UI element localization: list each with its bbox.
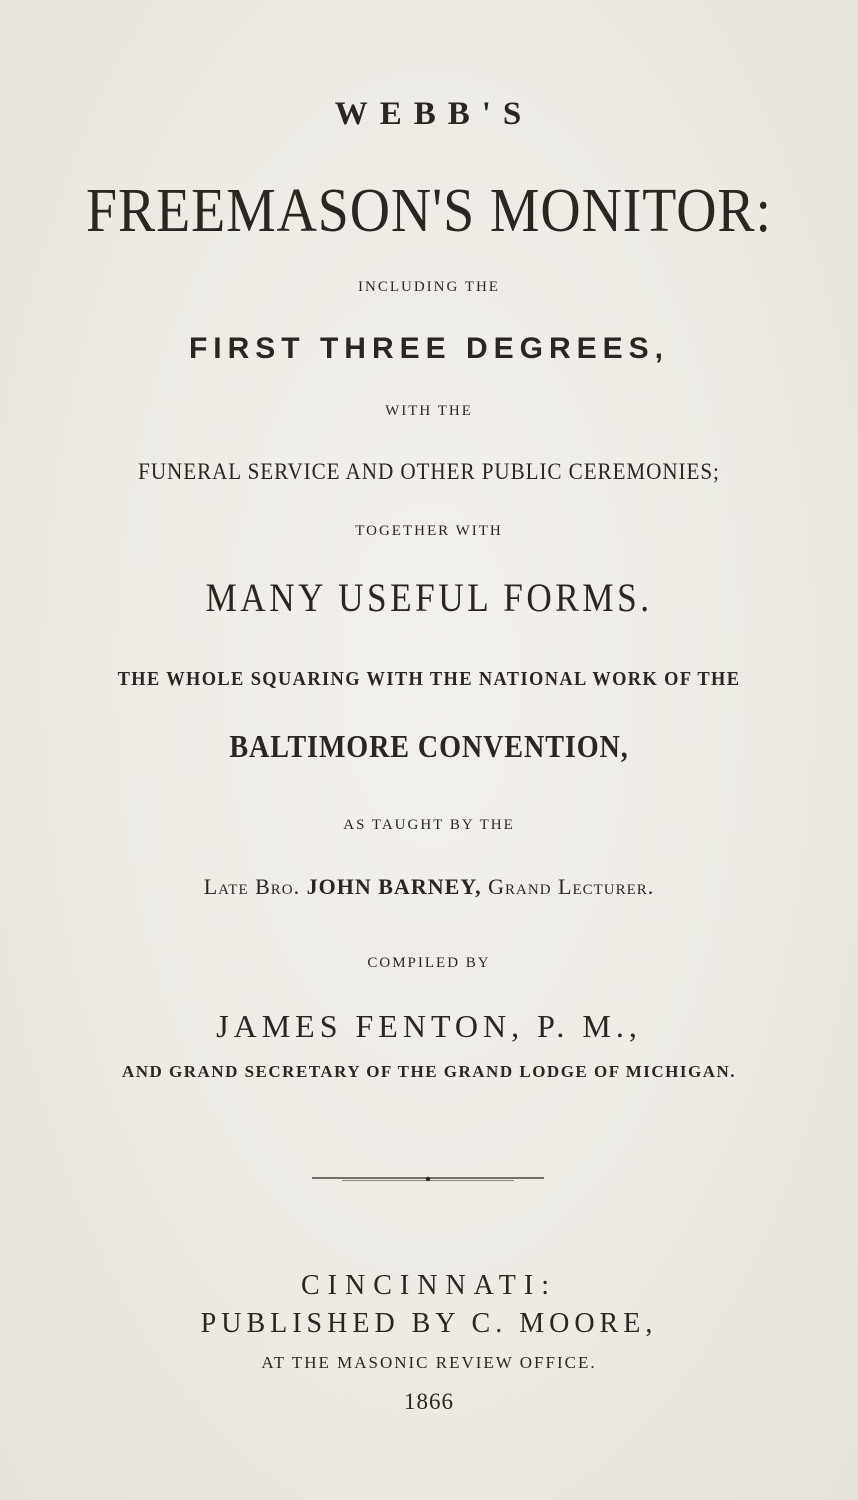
lecturer-name: JOHN BARNEY, <box>306 874 482 899</box>
useful-forms-line: MANY USEFUL FORMS. <box>205 575 653 620</box>
compiler-office-line: AND GRAND SECRETARY OF THE GRAND LODGE OF MICHIGAN. <box>121 1062 737 1081</box>
imprint-year: 1866 <box>404 1389 454 1414</box>
compiled-by-line: COMPILED BY <box>367 955 491 971</box>
degrees-line: FIRST THREE DEGREES, <box>188 332 670 365</box>
imprint-publisher: PUBLISHED BY C. MOORE, <box>200 1308 658 1339</box>
imprint-city: CINCINNATI: <box>301 1270 557 1301</box>
funeral-service-line: FUNERAL SERVICE AND OTHER PUBLIC CEREMONIES; <box>138 459 720 484</box>
national-work-line: THE WHOLE SQUARING WITH THE NATIONAL WORK OF THE <box>117 668 741 690</box>
with-the-line: WITH THE <box>385 403 473 419</box>
taught-by-line: AS TAUGHT BY THE <box>343 817 515 833</box>
ornamental-rule <box>312 1175 544 1183</box>
imprint-office: AT THE MASONIC REVIEW OFFICE. <box>261 1353 597 1372</box>
lecturer-prefix: Late Bro. <box>203 874 301 899</box>
author-possessive-heading: WEBB'S <box>334 96 534 132</box>
lecturer-title: Grand Lecturer. <box>488 874 655 899</box>
compiler-name: JAMES FENTON, P. M., <box>216 1008 642 1044</box>
together-with-line: TOGETHER WITH <box>355 523 503 539</box>
including-line: INCLUDING THE <box>358 279 500 295</box>
book-title: FREEMASON'S MONITOR: <box>86 177 772 245</box>
lecturer-line <box>0 876 858 898</box>
convention-line: BALTIMORE CONVENTION, <box>229 728 629 764</box>
